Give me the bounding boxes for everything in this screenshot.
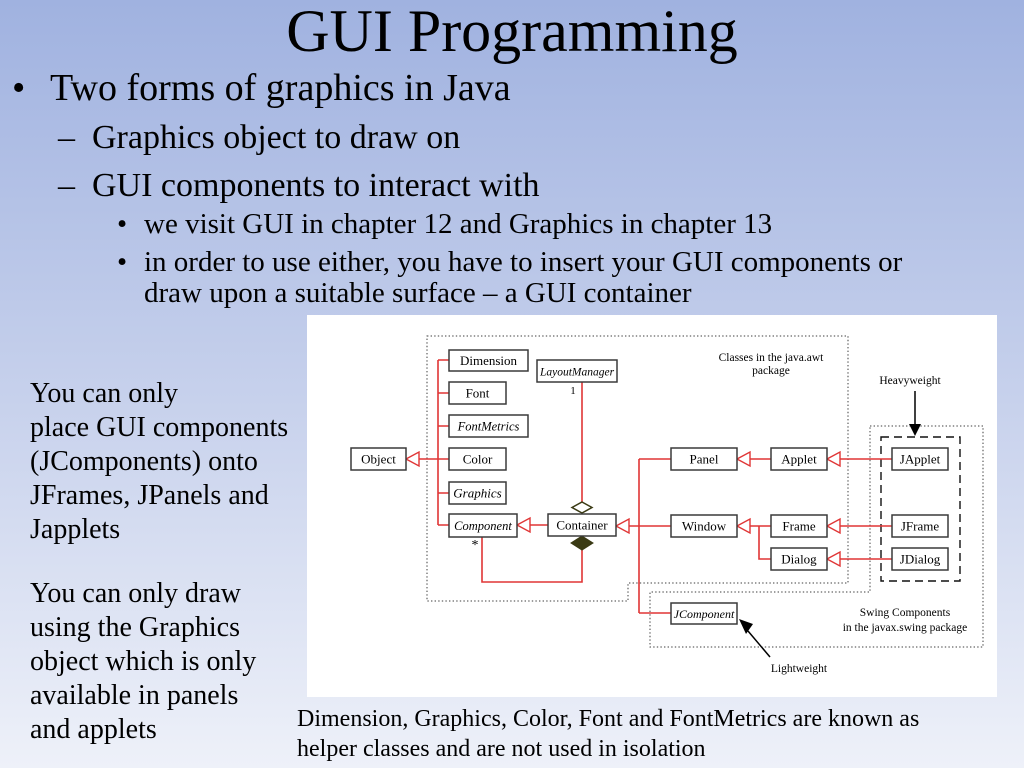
side-note-line: place GUI components bbox=[30, 412, 289, 443]
side-note-line: available in panels bbox=[30, 680, 239, 711]
bullet-level1-text: Two forms of graphics in Java bbox=[50, 67, 511, 109]
caption-line: Dimension, Graphics, Color, Font and FontMetrics are known as bbox=[297, 706, 920, 732]
swing-package-label: Swing Components bbox=[859, 607, 951, 619]
bullet-dot-icon: • bbox=[117, 246, 128, 278]
open-diamond-icon bbox=[572, 502, 592, 513]
class-label-window: Window bbox=[681, 518, 727, 534]
page-title: GUI Programming bbox=[286, 0, 738, 64]
layoutmanager-association bbox=[570, 382, 592, 513]
class-label-applet: Applet bbox=[781, 451, 817, 467]
bullet-level3-text: we visit GUI in chapter 12 and Graphics in chapter 13 bbox=[144, 208, 773, 240]
dash-bullet-icon: – bbox=[58, 167, 75, 204]
class-label-dimension: Dimension bbox=[459, 353, 518, 368]
arrowhead-to-object bbox=[406, 452, 419, 466]
lightweight-label: Lightweight bbox=[770, 663, 828, 675]
bullet-level3 bbox=[117, 209, 772, 240]
class-label-component: Component bbox=[454, 519, 512, 533]
bullet-level3 bbox=[117, 247, 902, 309]
class-label-layoutmanager: LayoutManager bbox=[539, 366, 615, 379]
bullet-dot-icon: • bbox=[12, 67, 26, 109]
lightweight-arrow-line bbox=[748, 631, 770, 657]
caption-line: helper classes and are not used in isolation bbox=[297, 736, 706, 762]
heavyweight-annotation bbox=[879, 375, 941, 436]
filled-diamond-icon bbox=[571, 536, 593, 550]
side-note-line: JFrames, JPanels and bbox=[30, 480, 269, 511]
arrowhead-to-container bbox=[616, 519, 629, 533]
side-note-line: object which is only bbox=[30, 646, 257, 677]
class-label-jcomponent: JComponent bbox=[673, 607, 735, 621]
swing-package-label: in the javax.swing package bbox=[842, 622, 968, 634]
class-label-fontmetrics: FontMetrics bbox=[457, 419, 520, 434]
down-arrowhead-icon bbox=[909, 424, 921, 436]
arrowhead-to-component bbox=[517, 518, 530, 532]
class-label-dialog: Dialog bbox=[781, 551, 817, 567]
container-component-composition bbox=[472, 536, 594, 582]
arrowhead-to-panel bbox=[737, 452, 750, 466]
class-label-frame: Frame bbox=[782, 518, 816, 534]
side-note-line: You can only bbox=[30, 378, 179, 409]
class-label-japplet: JApplet bbox=[899, 451, 941, 467]
bullet-level2 bbox=[58, 118, 460, 158]
side-note-line: and applets bbox=[30, 714, 157, 745]
class-label-color: Color bbox=[462, 451, 493, 467]
arrowhead-to-dialog bbox=[827, 552, 840, 566]
class-boxes-layer bbox=[351, 350, 948, 624]
uml-class-diagram bbox=[307, 315, 997, 697]
bullet-level3-text bbox=[117, 247, 902, 309]
bullet-level2-text: GUI components to interact with bbox=[92, 167, 540, 204]
class-label-panel: Panel bbox=[689, 451, 719, 467]
class-label-container: Container bbox=[556, 517, 608, 533]
bullet-level1 bbox=[12, 66, 511, 110]
composition-line bbox=[482, 537, 582, 582]
bullet-level2-text: Graphics object to draw on bbox=[92, 119, 461, 156]
diagram-image-panel bbox=[307, 315, 997, 697]
class-label-jdialog: JDialog bbox=[899, 551, 941, 567]
awt-package-label: package bbox=[752, 365, 790, 377]
heavyweight-label: Heavyweight bbox=[879, 375, 941, 387]
side-note-line: Japplets bbox=[30, 514, 121, 545]
arrowhead-to-applet bbox=[827, 452, 840, 466]
side-note-line: (JComponents) onto bbox=[30, 446, 258, 477]
bullet-level2 bbox=[58, 166, 540, 206]
class-label-jframe: JFrame bbox=[900, 518, 940, 534]
class-label-font: Font bbox=[465, 385, 490, 401]
multiplicity-many: * bbox=[471, 538, 479, 553]
side-note-line: using the Graphics bbox=[30, 612, 240, 643]
arrowhead-to-window bbox=[737, 519, 750, 533]
bullet-dot-icon: • bbox=[117, 208, 128, 240]
awt-package-label: Classes in the java.awt bbox=[718, 352, 824, 364]
side-note-line: You can only draw bbox=[30, 578, 242, 609]
bullet-level3-line: in order to use either, you have to insert your GUI components or bbox=[144, 246, 903, 278]
arrowhead-to-frame bbox=[827, 519, 840, 533]
class-label-object: Object bbox=[361, 451, 396, 467]
dash-bullet-icon: – bbox=[58, 119, 75, 156]
up-left-arrowhead-icon bbox=[739, 619, 753, 634]
class-label-graphics: Graphics bbox=[453, 485, 502, 501]
multiplicity-one: 1 bbox=[570, 385, 576, 397]
bullet-level3-line: draw upon a suitable surface – a GUI container bbox=[144, 277, 692, 309]
